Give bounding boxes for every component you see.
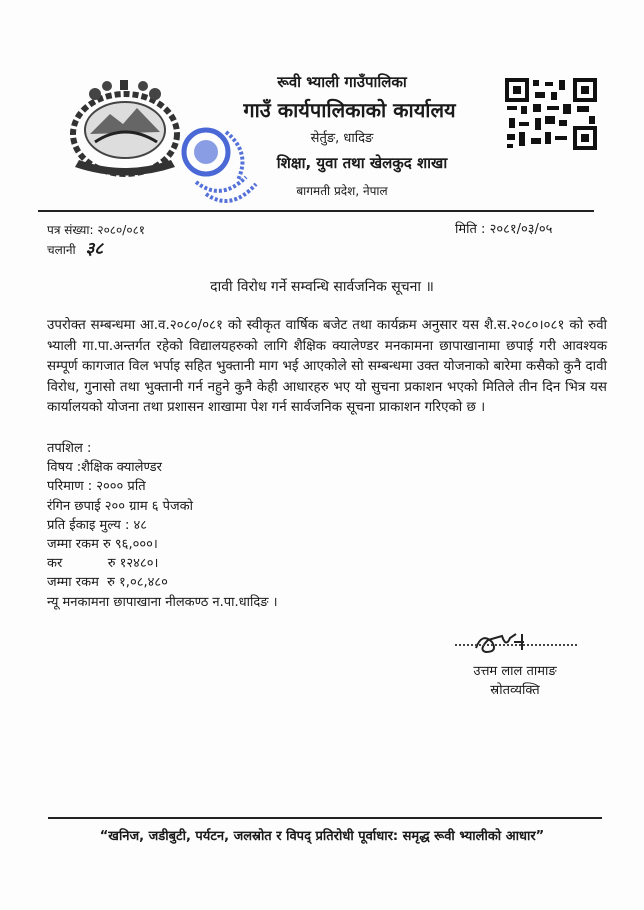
date-value: २०८१/०३/०५ (489, 222, 553, 237)
details-row-total: जम्मा रकम रु १,०८,४८० (47, 575, 168, 591)
details-list (47, 439, 278, 612)
footer-divider (48, 817, 602, 819)
details-row-subject: विषय :शैक्षिक क्यालेण्डर (47, 460, 162, 476)
details-heading: तपशिल : (47, 441, 92, 456)
reference-label: पत्र संख्या: (47, 223, 94, 237)
dispatch-value: ३८ (85, 239, 104, 259)
signature-line (455, 644, 577, 646)
branch-name: शिक्षा, युवा तथा खेलकुद शाखा (276, 154, 448, 172)
dispatch-number (47, 236, 103, 259)
office-location: सेर्तुङ, धादिङ (310, 131, 374, 146)
municipality-name: रूवी भ्याली गाउँपालिका (277, 73, 407, 91)
footer-motto: “खनिज, जडीबुटी, पर्यटन, जलस्रोत र विपद् प्रतिरोधी पूर्वाधार: समृद्ध रूवी भ्यालीको आधार” (99, 829, 545, 844)
signatory-title: स्रोतव्यक्ति (490, 683, 540, 698)
notice-subject: दावी विरोध गर्ने सम्वन्धि सार्वजनिक सूचना ॥ (210, 279, 434, 295)
signature-icon (472, 628, 552, 658)
header-divider (38, 210, 594, 212)
date-label: मिति : (455, 222, 486, 237)
notice-body: उपरोक्त सम्बन्धमा आ.व.२०८०/०८१ को स्वीकृत वार्षिक बजेट तथा कार्यक्रम अनुसार यस शै.स.२०८०।०८१ को रुवी भ्याली गा.पा.अन्तर्गत रहेको विद्यालयहरुको लागि शैक्षिक क्यालेण्डर मनकामना छापाखानामा छपाई गरी आवश्यक सम्पूर्ण कागजात विल भर्पाइ सहित भुक्तानी माग भई आएकोले सो सम्बन्धमा उक्त योजनाको बारेमा कसैको कुनै दावी विरोध, गुनासो तथा भुक्तानी गर्न नहुने कुनै केही आधारहरु भए यो सुचना प्रकाशन भएको मितिले तीन दिन भित्र यस कार्यालयको योजना तथा प्रशासन शाखामा पेश गर्न सार्वजनिक सूचना प्राकाशन गरिएको छ । (47, 318, 607, 415)
province-name: बागमती प्रदेश, नेपाल (296, 184, 388, 198)
details-row-vendor: न्यू मनकामना छापाखाना नीलकण्ठ न.पा.धादिङ । (47, 594, 278, 610)
reference-value: २०८०/०८१ (97, 223, 146, 237)
letter-date (455, 219, 552, 237)
office-name: गाउँ कार्यपालिकाको कार्यालय (243, 98, 456, 122)
details-row-quantity: परिमाण : २००० प्रति (47, 479, 146, 495)
office-stamp-icon (176, 122, 264, 214)
qr-code-icon (505, 78, 597, 150)
details-row-unit-price: प्रति ईकाइ मुल्य : ४८ (47, 517, 147, 533)
details-row-tax: कर रु १२४८०। (47, 556, 159, 572)
details-row-subtotal: जम्मा रकम रु ९६,०००। (47, 537, 158, 553)
signatory-name: उत्तम लाल तामाङ (473, 664, 557, 679)
dispatch-label: चलानी (47, 243, 76, 257)
details-row-print-spec: रंगिन छपाई २०० ग्राम ६ पेजको (47, 498, 194, 514)
